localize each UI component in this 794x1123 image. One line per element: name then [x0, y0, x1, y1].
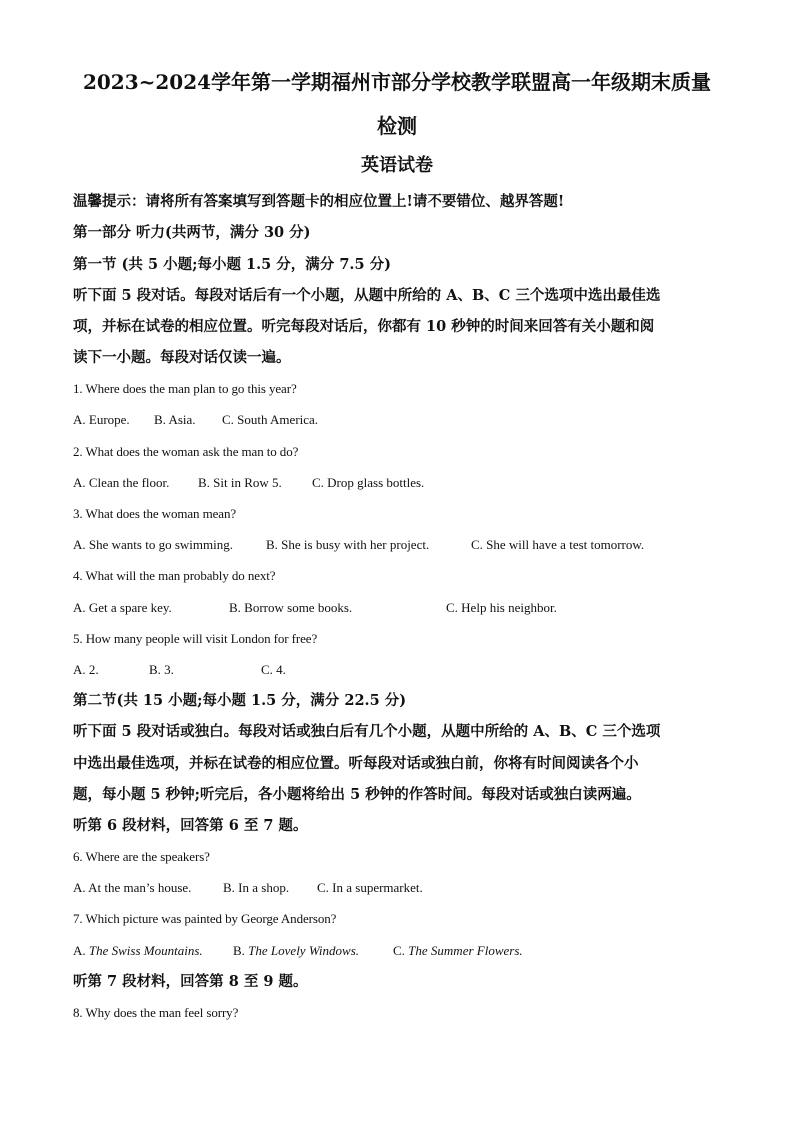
question-7-option-b — [233, 943, 359, 959]
question-4-option-b: B. Borrow some books. — [229, 600, 353, 615]
question-2-option-b: B. Sit in Row 5. — [198, 475, 282, 490]
question-3-option-a: A. She wants to go swimming. — [73, 537, 233, 552]
question-1-option-a: A. Europe. — [73, 412, 130, 427]
question-3-option-b: B. She is busy with her project. — [266, 537, 430, 552]
notice: 温馨提示：请将所有答案填写到答题卡的相应位置上!请不要错位、越界答题! — [73, 193, 565, 210]
section2-instructions-line3: 题，每小题 5 秒钟;听完后，各小题将给出 5 秒钟的作答时间。每段对话或独白读两遍。 — [73, 786, 641, 803]
part1-heading: 第一部分 听力(共两节，满分 30 分) — [73, 224, 311, 241]
section1-instructions-line3: 读下一小题。每段对话仅读一遍。 — [73, 349, 291, 366]
question-1-stem: 1. Where does the man plan to go this year? — [73, 381, 297, 396]
question-2-option-c: C. Drop glass bottles. — [312, 475, 425, 490]
question-2-stem: 2. What does the woman ask the man to do? — [73, 444, 299, 459]
question-7-option-c-letter: C. — [393, 943, 405, 958]
section1-instructions-line2: 项，并标在试卷的相应位置。听完每段对话后，你都有 10 秒钟的时间来回答有关小题和阅 — [73, 318, 655, 335]
subject-title: 英语试卷 — [361, 155, 433, 176]
question-5-stem: 5. How many people will visit London for free? — [73, 631, 318, 646]
question-7-option-b-title: The Lovely Windows. — [248, 943, 360, 958]
exam-title: 2023~2024学年第一学期福州市部分学校教学联盟高一年级期末质量 — [82, 70, 712, 94]
question-8-stem: 8. Why does the man feel sorry? — [73, 1005, 239, 1020]
exam-title-continued: 检测 — [377, 114, 417, 138]
question-1-option-c: C. South America. — [222, 412, 319, 427]
question-6-option-b: B. In a shop. — [223, 880, 290, 895]
section1-heading: 第一节 (共 5 小题;每小题 1.5 分，满分 7.5 分) — [73, 256, 391, 273]
question-7-stem: 7. Which picture was painted by George Anderson? — [73, 911, 337, 926]
question-6-option-a: A. At the man’s house. — [73, 880, 192, 895]
material-7-heading: 听第 7 段材料，回答第 8 至 9 题。 — [73, 973, 308, 990]
question-7-option-b-letter: B. — [233, 943, 245, 958]
question-4-option-c: C. Help his neighbor. — [446, 600, 557, 615]
question-5-option-b: B. 3. — [149, 662, 174, 677]
question-5-option-c: C. 4. — [261, 662, 286, 677]
question-7-option-c-title: The Summer Flowers. — [408, 943, 523, 958]
question-4-option-a: A. Get a spare key. — [73, 600, 172, 615]
question-1-option-b: B. Asia. — [154, 412, 196, 427]
section1-instructions-line1: 听下面 5 段对话。每段对话后有一个小题，从题中所给的 A、B、C 三个选项中选出最佳选 — [73, 287, 661, 304]
question-7-option-a-title: The Swiss Mountains. — [88, 943, 203, 958]
question-6-stem: 6. Where are the speakers? — [73, 849, 210, 864]
question-4-stem: 4. What will the man probably do next? — [73, 568, 276, 583]
question-6-option-c: C. In a supermarket. — [317, 880, 423, 895]
question-7-option-a — [73, 943, 203, 959]
question-3-option-c: C. She will have a test tomorrow. — [471, 537, 645, 552]
section2-heading: 第二节(共 15 小题;每小题 1.5 分，满分 22.5 分) — [73, 692, 407, 709]
question-2-option-a: A. Clean the floor. — [73, 475, 170, 490]
section2-instructions-line1: 听下面 5 段对话或独白。每段对话或独白后有几个小题，从题中所给的 A、B、C 三个选项 — [73, 723, 661, 740]
question-3-stem: 3. What does the woman mean? — [73, 506, 237, 521]
material-6-heading: 听第 6 段材料，回答第 6 至 7 题。 — [73, 817, 308, 834]
section2-instructions-line2: 中选出最佳选项，并标在试卷的相应位置。听每段对话或独白前，你将有时间阅读各个小 — [73, 755, 639, 772]
question-7-option-c — [393, 943, 523, 959]
question-7-option-a-letter: A. — [73, 943, 86, 958]
question-5-option-a: A. 2. — [73, 662, 99, 677]
